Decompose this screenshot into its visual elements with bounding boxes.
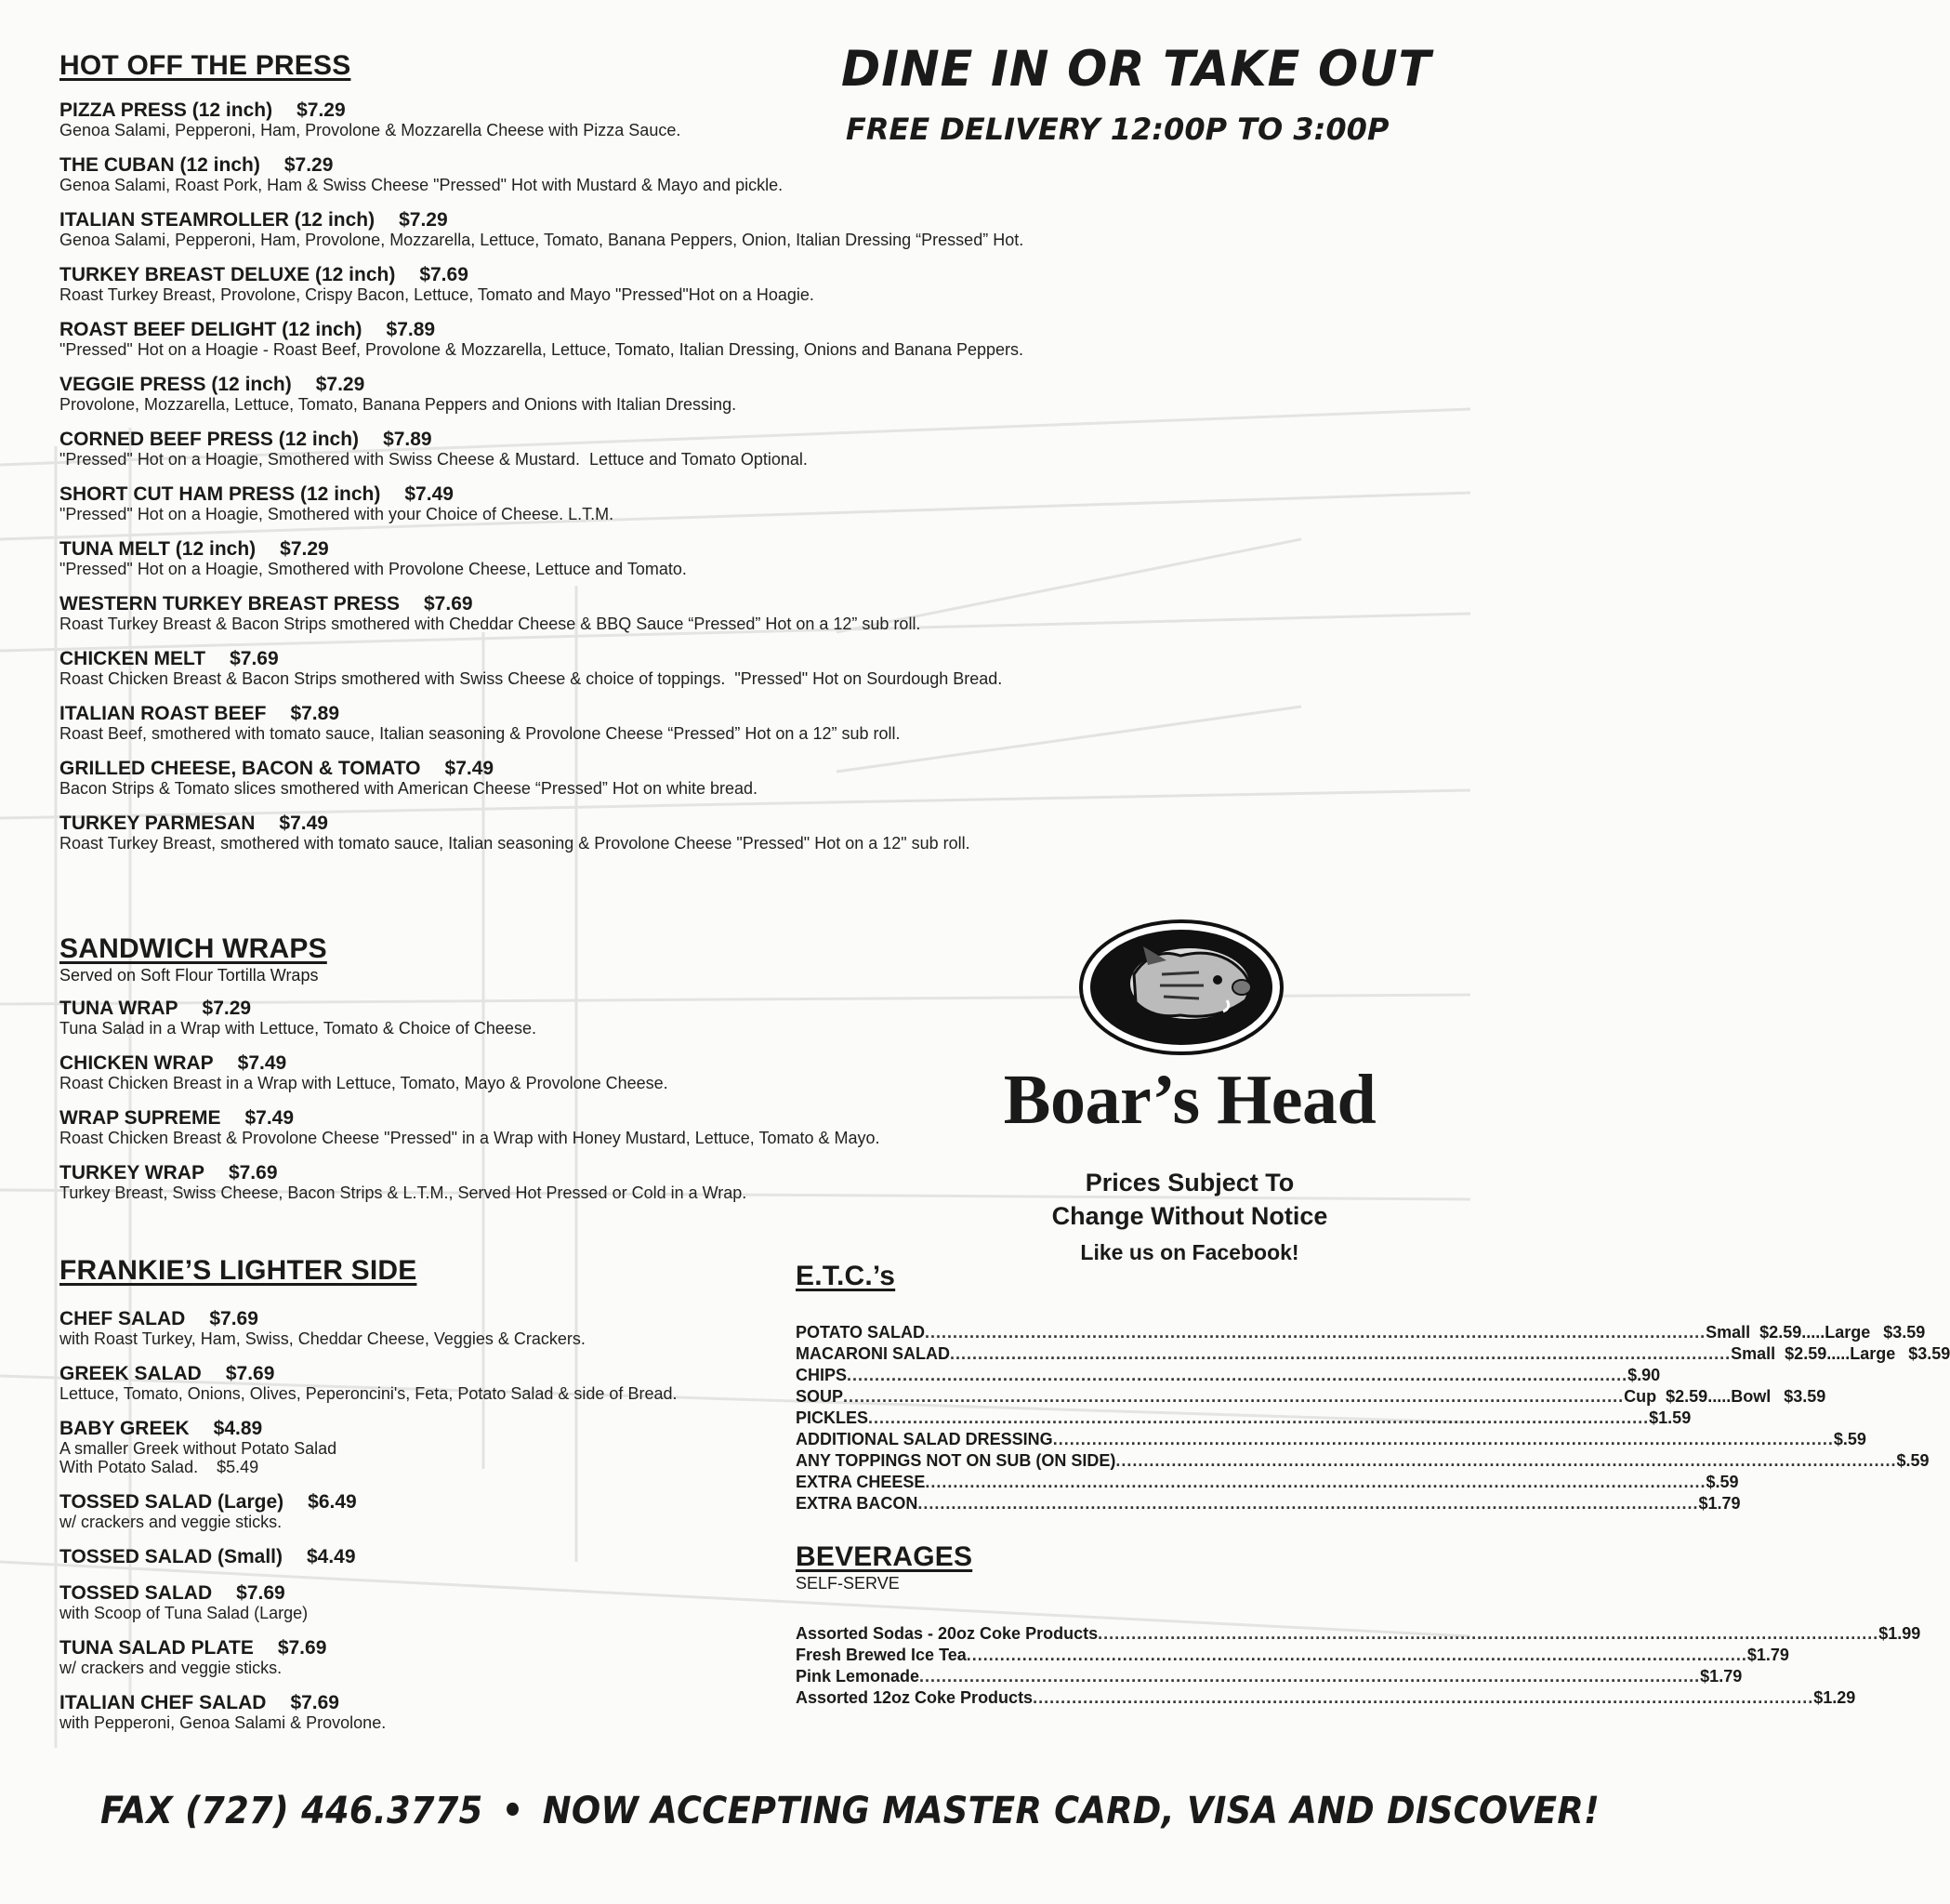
price-row-label: ANY TOPPINGS NOT ON SUB (ON SIDE) [796, 1451, 1116, 1470]
menu-item-name: CHICKEN WRAP [59, 1052, 214, 1074]
menu-item-name: PIZZA PRESS (12 inch) [59, 99, 273, 121]
price-row-price: $.59 [1833, 1430, 1866, 1448]
menu-item-name: SHORT CUT HAM PRESS (12 inch) [59, 483, 381, 505]
menu-item-price: $7.89 [383, 429, 432, 450]
facebook-text: Like us on Facebook! [1080, 1240, 1299, 1264]
boar-head-logo-icon [1078, 919, 1285, 1056]
menu-item-price: $7.69 [419, 264, 468, 285]
menu-item-name: TURKEY BREAST DELUXE (12 inch) [59, 264, 396, 285]
menu-item-title [59, 1492, 803, 1513]
menu-item-price: $7.49 [244, 1107, 295, 1129]
menu-item-title [59, 100, 1212, 121]
menu-item-name: TUNA MELT (12 inch) [59, 538, 257, 560]
menu-item-title [59, 375, 1212, 395]
menu-item-price: $7.49 [444, 758, 494, 779]
menu-item-title [59, 1309, 803, 1329]
price-row-label: ADDITIONAL SALAD DRESSING [796, 1430, 1053, 1448]
menu-item-title [59, 1693, 803, 1713]
menu-item [59, 649, 1212, 688]
etc-price-list [796, 1322, 1950, 1514]
menu-item-name: ITALIAN STEAMROLLER (12 inch) [59, 209, 376, 231]
dot-leader [1098, 1623, 1878, 1645]
menu-item-description: "Pressed" Hot on a Hoagie, Smothered with Provolone Cheese, Lettuce and Tomato. [59, 560, 687, 578]
sandwich-wraps-section [59, 933, 1110, 1218]
menu-item-price: $7.29 [315, 374, 365, 395]
dot-leader [1115, 1450, 1896, 1472]
price-row-price: $1.79 [1700, 1667, 1743, 1686]
menu-item-name: TOSSED SALAD (Large) [59, 1491, 284, 1513]
menu-item-title [59, 320, 1212, 340]
section-heading: E.T.C.’s [796, 1261, 896, 1291]
menu-item-name: TOSSED SALAD (Small) [59, 1546, 283, 1567]
menu-item-title [59, 1364, 803, 1384]
menu-item-price: $7.49 [404, 483, 454, 505]
hot-off-the-press-section [59, 50, 1212, 868]
menu-item-title [59, 1419, 803, 1439]
menu-item-title [59, 484, 1212, 505]
menu-item-price: $7.49 [237, 1052, 287, 1074]
menu-item-title [59, 210, 1212, 231]
menu-item-price: $7.69 [236, 1582, 285, 1604]
menu-item-title [59, 594, 1212, 615]
price-row-label: CHIPS [796, 1366, 848, 1384]
menu-item-description: Genoa Salami, Roast Pork, Ham & Swiss Cheese "Pressed" Hot with Mustard & Mayo and pickle. [59, 176, 784, 194]
price-row-label: PICKLES [796, 1408, 869, 1427]
section-subheading: SELF-SERVE [796, 1574, 900, 1593]
price-row-label: Pink Lemonade [796, 1667, 920, 1686]
menu-item-title [59, 813, 1212, 834]
price-row-size-options: Small $2.59.....Large [1706, 1323, 1871, 1342]
menu-item-description: "Pressed" Hot on a Hoagie, Smothered with Swiss Cheese & Mustard. Lettuce and Tomato Optional. [59, 450, 808, 469]
menu-item-title [59, 1638, 803, 1659]
menu-item-title [59, 704, 1212, 724]
menu-item-title [59, 1547, 803, 1567]
etc-section [796, 1261, 1950, 1514]
menu-item [59, 1547, 803, 1567]
menu-item [59, 1364, 803, 1403]
price-row-label: EXTRA BACON [796, 1494, 918, 1513]
price-row-price: $.59 [1706, 1473, 1739, 1491]
menu-item-description: Roast Turkey Breast & Bacon Strips smothered with Cheddar Cheese & BBQ Sauce “Pressed” Hot on a 12” sub roll. [59, 615, 921, 633]
notice-line-2: Change Without Notice [1051, 1202, 1328, 1230]
price-row-price: $1.29 [1813, 1688, 1856, 1707]
menu-item-description: w/ crackers and veggie sticks. [59, 1513, 283, 1531]
menu-item-price: $7.69 [290, 1692, 339, 1713]
menu-item [59, 1108, 1110, 1147]
menu-item-title [59, 998, 1110, 1019]
menu-item [59, 210, 1212, 249]
beverage-price-list [796, 1623, 1921, 1709]
menu-item-name: CHICKEN MELT [59, 648, 206, 669]
menu-item-price: $7.69 [228, 1162, 278, 1183]
menu-item-name: TUNA SALAD PLATE [59, 1637, 254, 1659]
menu-item-price: $7.29 [399, 209, 448, 231]
price-row-label: EXTRA CHEESE [796, 1473, 926, 1491]
price-row [796, 1666, 1743, 1687]
menu-item-name: WESTERN TURKEY BREAST PRESS [59, 593, 400, 615]
price-row [796, 1472, 1739, 1493]
menu-item [59, 813, 1212, 853]
menu-item-name: CORNED BEEF PRESS (12 inch) [59, 429, 360, 450]
menu-item-title [59, 430, 1212, 450]
menu-item [59, 1053, 1110, 1092]
menu-item [59, 484, 1212, 523]
menu-item-title [59, 1108, 1110, 1129]
menu-item-price: $7.69 [424, 593, 473, 615]
price-row-label: Fresh Brewed Ice Tea [796, 1646, 967, 1664]
price-row-size-options: Small $2.59.....Large [1731, 1344, 1896, 1363]
menu-item-description: Tuna Salad in a Wrap with Lettuce, Tomato & Choice of Cheese. [59, 1019, 536, 1038]
menu-item-name: TUNA WRAP [59, 998, 178, 1019]
lighter-items-list [59, 1309, 803, 1732]
menu-item-title [59, 759, 1212, 779]
price-row [796, 1687, 1856, 1709]
dine-in-title: DINE IN OR TAKE OUT [841, 41, 1432, 98]
menu-item [59, 1638, 803, 1677]
dot-leader [925, 1322, 1706, 1343]
footer [100, 1790, 1601, 1832]
dot-leader [919, 1666, 1700, 1687]
menu-item [59, 1492, 803, 1531]
price-row-label: MACARONI SALAD [796, 1344, 950, 1363]
menu-item [59, 1693, 803, 1732]
menu-item [59, 100, 1212, 139]
dot-leader [950, 1343, 1731, 1365]
price-row [796, 1365, 1661, 1386]
wraps-items-list [59, 998, 1110, 1202]
price-row-label: POTATO SALAD [796, 1323, 925, 1342]
dot-leader [925, 1472, 1706, 1493]
menu-item-description: Roast Chicken Breast & Provolone Cheese "Pressed" in a Wrap with Honey Mustard, Lettuce, Tomato & Mayo. [59, 1129, 880, 1147]
notice-line-1: Prices Subject To [1085, 1169, 1295, 1197]
menu-item-name: TURKEY PARMESAN [59, 813, 256, 834]
menu-item-title [59, 155, 1212, 176]
price-row [796, 1450, 1930, 1472]
menu-item-description: with Pepperoni, Genoa Salami & Provolone. [59, 1713, 387, 1732]
menu-item-name: CHEF SALAD [59, 1308, 186, 1329]
menu-item-name: VEGGIE PRESS (12 inch) [59, 374, 292, 395]
price-row [796, 1343, 1950, 1365]
price-row-price: $1.79 [1698, 1494, 1741, 1513]
price-row-price: $1.79 [1746, 1646, 1789, 1664]
menu-item-description: w/ crackers and veggie sticks. [59, 1659, 283, 1677]
fax-number: FAX (727) 446.3775 [100, 1790, 483, 1832]
brand-name: Boar’s Head [1003, 1061, 1377, 1139]
price-notice [985, 1166, 1394, 1265]
price-row [796, 1429, 1866, 1450]
menu-item [59, 1309, 803, 1348]
dot-leader [847, 1365, 1627, 1386]
section-heading: BEVERAGES [796, 1541, 973, 1572]
menu-item-name: WRAP SUPREME [59, 1107, 221, 1129]
menu-item-description: "Pressed" Hot on a Hoagie - Roast Beef, Provolone & Mozzarella, Lettuce, Tomato, Italian Dressing, Onions and Banana Peppers. [59, 340, 1024, 359]
menu-item [59, 375, 1212, 414]
dot-leader [1033, 1687, 1813, 1709]
menu-item [59, 320, 1212, 359]
menu-item-name: GREEK SALAD [59, 1363, 202, 1384]
price-row-price: $3.59 [1883, 1323, 1926, 1342]
menu-item-price: $4.89 [213, 1418, 263, 1439]
price-row-label: Assorted Sodas - 20oz Coke Products [796, 1624, 1099, 1643]
dot-leader [868, 1408, 1649, 1429]
menu-item-description: "Pressed" Hot on a Hoagie, Smothered with your Choice of Cheese. L.T.M. [59, 505, 614, 523]
menu-item-price: $7.89 [290, 703, 340, 724]
menu-item [59, 265, 1212, 304]
menu-item-price: $7.69 [209, 1308, 258, 1329]
price-row [796, 1493, 1741, 1514]
price-row-label: SOUP [796, 1387, 844, 1406]
menu-item-description: Genoa Salami, Pepperoni, Ham, Provolone, Mozzarella, Lettuce, Tomato, Banana Peppers, Onion, Italian Dressing “Pressed” Hot. [59, 231, 1024, 249]
section-subheading: Served on Soft Flour Tortilla Wraps [59, 966, 319, 985]
menu-item-price: $4.49 [306, 1546, 356, 1567]
dot-leader [967, 1645, 1747, 1666]
price-row [796, 1645, 1789, 1666]
price-row-price: $3.59 [1908, 1344, 1950, 1363]
payment-notice: NOW ACCEPTING MASTER CARD, VISA AND DISCOVER! [542, 1790, 1601, 1832]
price-row-size-options: Cup $2.59.....Bowl [1624, 1387, 1772, 1406]
menu-item-name: THE CUBAN (12 inch) [59, 154, 260, 176]
menu-item-description: A smaller Greek without Potato Salad With Potato Salad. $5.49 [59, 1439, 337, 1476]
menu-item-price: $7.29 [283, 154, 334, 176]
menu-item-title [59, 1053, 1110, 1074]
menu-item-price: $7.49 [279, 813, 328, 834]
price-row [796, 1322, 1926, 1343]
menu-item [59, 539, 1212, 578]
lighter-side-section [59, 1255, 803, 1748]
menu-item-title [59, 1583, 803, 1604]
menu-item-title [59, 539, 1212, 560]
menu-item-description: Lettuce, Tomato, Onions, Olives, Peperoncini's, Feta, Potato Salad & side of Bread. [59, 1384, 678, 1403]
menu-item [59, 1583, 803, 1622]
menu-item-description: Roast Beef, smothered with tomato sauce, Italian seasoning & Provolone Cheese “Pressed” Hot on a 12” sub roll. [59, 724, 901, 743]
section-heading: SANDWICH WRAPS [59, 933, 327, 964]
menu-item-price: $7.29 [296, 99, 346, 121]
menu-item-title [59, 265, 1212, 285]
price-row [796, 1408, 1692, 1429]
price-row-price: $.59 [1896, 1451, 1930, 1470]
footer-separator: • [501, 1790, 524, 1832]
menu-item-name: TOSSED SALAD [59, 1582, 213, 1604]
menu-item-description: Roast Turkey Breast, smothered with tomato sauce, Italian seasoning & Provolone Cheese "Pressed" Hot on a 12" sub roll. [59, 834, 970, 853]
price-row-price: $1.59 [1649, 1408, 1692, 1427]
menu-item-description: with Scoop of Tuna Salad (Large) [59, 1604, 309, 1622]
dot-leader [917, 1493, 1698, 1514]
menu-item-description: Roast Chicken Breast & Bacon Strips smothered with Swiss Cheese & choice of toppings. "Pressed" Hot on Sourdough Bread. [59, 669, 1003, 688]
beverages-section [796, 1541, 1921, 1709]
menu-item-description: Turkey Breast, Swiss Cheese, Bacon Strips & L.T.M., Served Hot Pressed or Cold in a Wrap. [59, 1183, 747, 1202]
hot-items-list [59, 100, 1212, 853]
menu-item-name: ITALIAN CHEF SALAD [59, 1692, 267, 1713]
menu-item-description: Genoa Salami, Pepperoni, Ham, Provolone & Mozzarella Cheese with Pizza Sauce. [59, 121, 681, 139]
menu-item-name: BABY GREEK [59, 1418, 190, 1439]
price-row-price: $.90 [1627, 1366, 1661, 1384]
menu-item-price: $7.89 [386, 319, 436, 340]
dot-leader [1053, 1429, 1834, 1450]
menu-item-name: ITALIAN ROAST BEEF [59, 703, 267, 724]
menu-item-title [59, 649, 1212, 669]
menu-item-price: $7.29 [202, 998, 252, 1019]
menu-item-description: Provolone, Mozzarella, Lettuce, Tomato, Banana Peppers and Onions with Italian Dressing. [59, 395, 737, 414]
menu-item [59, 1163, 1110, 1202]
menu-item [59, 998, 1110, 1038]
menu-item [59, 430, 1212, 469]
dot-leader [843, 1386, 1624, 1408]
menu-item [59, 704, 1212, 743]
menu-item-name: GRILLED CHEESE, BACON & TOMATO [59, 758, 421, 779]
menu-item-description: Roast Turkey Breast, Provolone, Crispy Bacon, Lettuce, Tomato and Mayo "Pressed"Hot on a Hoagie. [59, 285, 814, 304]
menu-item-price: $6.49 [308, 1491, 357, 1513]
menu-item [59, 759, 1212, 798]
menu-item-price: $7.69 [277, 1637, 327, 1659]
menu-item-price: $7.69 [230, 648, 279, 669]
price-row-price: $1.99 [1878, 1624, 1921, 1643]
menu-item-price: $7.69 [225, 1363, 275, 1384]
price-row-price: $3.59 [1784, 1387, 1826, 1406]
menu-item-description: Roast Chicken Breast in a Wrap with Lettuce, Tomato, Mayo & Provolone Cheese. [59, 1074, 668, 1092]
price-row-label: Assorted 12oz Coke Products [796, 1688, 1034, 1707]
menu-item-price: $7.29 [280, 538, 329, 560]
menu-item [59, 155, 1212, 194]
menu-item-description: Bacon Strips & Tomato slices smothered with American Cheese “Pressed” Hot on white bread. [59, 779, 758, 798]
menu-item-name: TURKEY WRAP [59, 1162, 204, 1183]
price-row [796, 1386, 1826, 1408]
menu-item [59, 594, 1212, 633]
section-heading: FRANKIE’S LIGHTER SIDE [59, 1255, 417, 1286]
menu-item [59, 1419, 803, 1476]
menu-item-title [59, 1163, 1110, 1183]
free-delivery-subtitle: FREE DELIVERY 12:00P TO 3:00P [846, 112, 1390, 147]
section-heading: HOT OFF THE PRESS [59, 50, 351, 81]
menu-item-name: ROAST BEEF DELIGHT (12 inch) [59, 319, 362, 340]
menu-item-description: with Roast Turkey, Ham, Swiss, Cheddar Cheese, Veggies & Crackers. [59, 1329, 586, 1348]
price-row [796, 1623, 1921, 1645]
